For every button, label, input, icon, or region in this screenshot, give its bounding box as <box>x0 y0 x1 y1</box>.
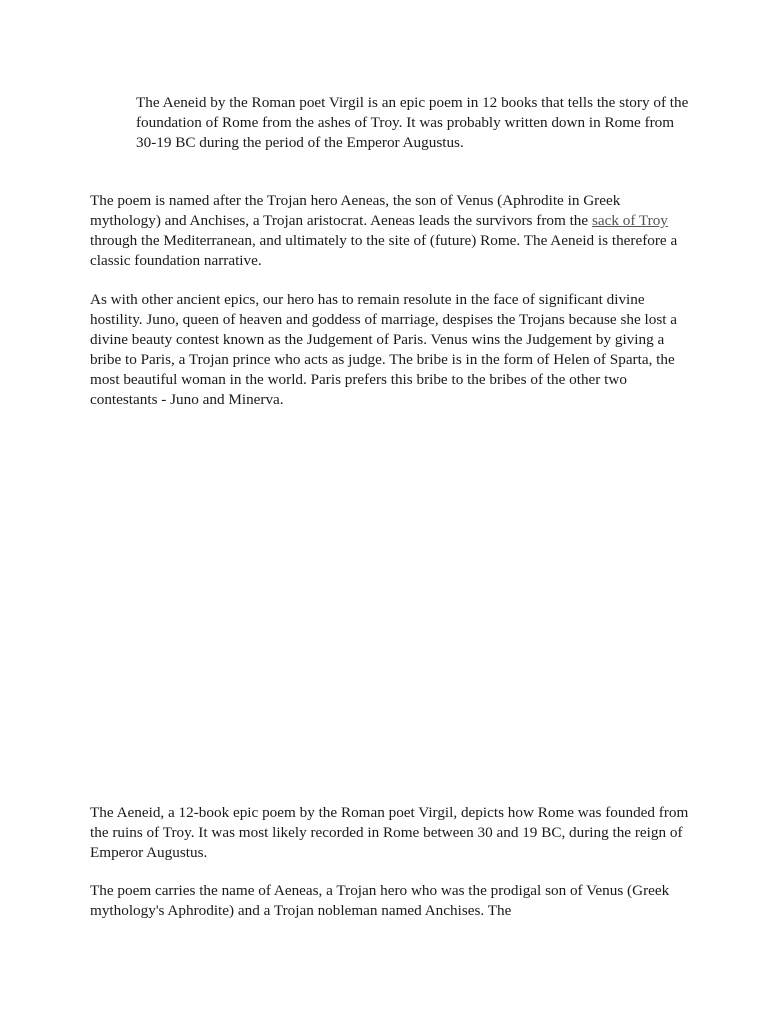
aeneas-paragraph-text-end: through the Mediterranean, and ultimately to the site of (future) Rome. The Aeneid is therefore a classic foundation narrative. <box>90 232 678 269</box>
sack-of-troy-link[interactable]: sack of Troy <box>591 212 668 229</box>
rewritten-intro-paragraph: The Aeneid, a 12-book epic poem by the Roman poet Virgil, depicts how Rome was founded from the ruins of Troy. It was most likely recorded in Rome between 30 and 19 BC, during the reign of Emperor Augustus. <box>90 804 689 861</box>
intro-paragraph: The Aeneid by the Roman poet Virgil is an epic poem in 12 books that tells the story of the foundation of Rome from the ashes of Troy. It was probably written down in Rome from 30-19 BC during the period of the Emperor Augustus. <box>136 94 689 151</box>
aeneas-paragraph <box>90 191 690 271</box>
rewritten-aeneas-paragraph: The poem carries the name of Aeneas, a Trojan hero who was the prodigal son of Venus (Greek mythology's Aphrodite) and a Trojan nobleman named Anchises. The <box>90 882 670 919</box>
aeneas-paragraph-text-start: The poem is named after the Trojan hero Aeneas, the son of Venus (Aphrodite in Greek mythology) and Anchises, a Trojan aristocrat. Aeneas leads the survivors from the <box>90 192 621 229</box>
divine-hostility-paragraph: As with other ancient epics, our hero has to remain resolute in the face of significant divine hostility. Juno, queen of heaven and goddess of marriage, despises the Trojans because she lost a divine beauty contest known as the Judgement of Paris. Venus wins the Judgement by giving a bribe to Paris, a Trojan prince who acts as judge. The bribe is in the form of Helen of Sparta, the most beautiful woman in the world. Paris prefers this bribe to the bribes of the other two contestants - Juno and Minerva. <box>90 291 677 408</box>
